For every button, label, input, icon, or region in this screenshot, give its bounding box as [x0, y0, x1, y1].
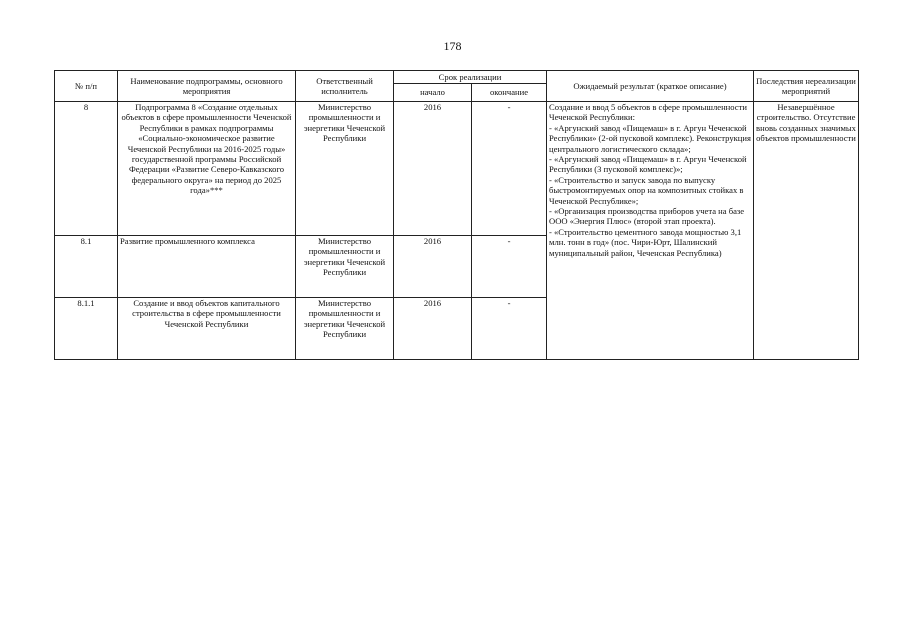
- row-start: 2016: [394, 102, 472, 236]
- row-responsible: Министерство промышленности и энергетики Чеченской Республики: [296, 298, 394, 360]
- result-line: - «Строительство и запуск завода по выпуску быстромонтируемых опор на композитных стойках в Чеченской Республике»;: [549, 174, 744, 206]
- row-name: Развитие промышленного комплекса: [118, 236, 296, 298]
- header-end: окончание: [472, 84, 547, 102]
- program-table: [54, 70, 859, 360]
- row-end: -: [472, 236, 547, 298]
- table-row: [55, 102, 859, 236]
- result-line: - «Аргунский завод «Пищемаш» в г. Аргун Чеченской Республики» (2-ой пусковой комплекс). Реконструкция центрального логистического склада»;: [549, 122, 751, 154]
- row-num: 8: [55, 102, 118, 236]
- header-start: начало: [394, 84, 472, 102]
- row-responsible: Министерство промышленности и энергетики Чеченской Республики: [296, 236, 394, 298]
- row-responsible: Министерство промышленности и энергетики Чеченской Республики: [296, 102, 394, 236]
- row-name: Подпрограмма 8 «Создание отдельных объектов в сфере промышленности Чеченской Республики в рамках подпрограммы «Социально-экономическое развитие Чеченской Республики на 2016-2025 годы» государственной программы Российской Федерации «Развитие Северо-Кавказского федерального округа» на период до 2025 года»***: [118, 102, 296, 236]
- row-num: 8.1.1: [55, 298, 118, 360]
- header-responsible: Ответственный исполнитель: [296, 71, 394, 102]
- row-end: -: [472, 298, 547, 360]
- header-period: Срок реализации: [394, 71, 547, 84]
- header-result: Ожидаемый результат (краткое описание): [547, 71, 754, 102]
- header-name: Наименование подпрограммы, основного мероприятия: [118, 71, 296, 102]
- result-line: - «Организация производства приборов учета на базе ООО «Энергия Плюс» (второй этап проекта).: [549, 206, 745, 227]
- row-end: -: [472, 102, 547, 236]
- result-line: Создание и ввод 5 объектов в сфере промышленности Чеченской Республики:: [549, 102, 747, 123]
- row-start: 2016: [394, 236, 472, 298]
- result-line: - «Строительство цементного завода мощностью 3,1 млн. тонн в год» (пос. Чири-Юрт, Шалинский муниципальный район, Чеченская Республика): [549, 226, 742, 258]
- row-name: Создание и ввод объектов капитального строительства в сфере промышленности Чеченской Республики: [118, 298, 296, 360]
- expected-result-cell: [547, 102, 754, 360]
- row-start: 2016: [394, 298, 472, 360]
- row-num: 8.1: [55, 236, 118, 298]
- result-line: - «Аргунский завод «Пищемаш» в г. Аргун Чеченской Республики (3 пусковой комплекс)»;: [549, 154, 747, 175]
- header-consequences: Последствия нереализации мероприятий: [754, 71, 859, 102]
- header-num: № п/п: [55, 71, 118, 102]
- page-number: 178: [443, 39, 462, 53]
- consequences-cell: Незавершённое строительство. Отсутствие вновь созданных значимых объектов промышленности: [754, 102, 859, 360]
